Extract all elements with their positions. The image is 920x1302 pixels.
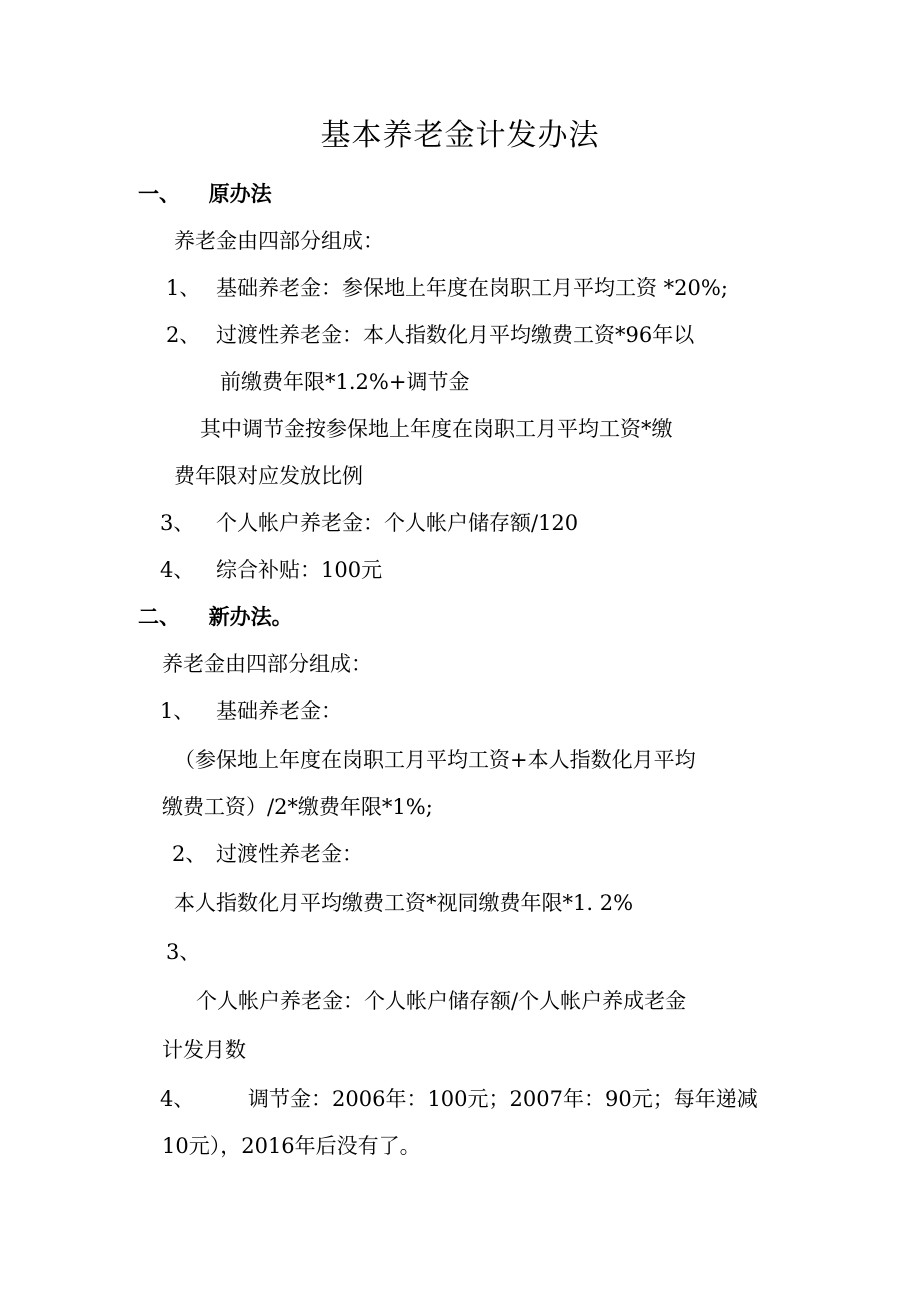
item-number: 2、	[166, 323, 201, 347]
item-number: 4、	[160, 1087, 195, 1111]
section2-item2-line1: 本人指数化月平均缴费工资*视同缴费年限*1. 2%	[174, 891, 634, 915]
section1-heading	[138, 180, 272, 208]
item-number: 3、	[160, 511, 195, 535]
section1-item1	[166, 274, 728, 302]
item-number: 2、	[172, 842, 207, 866]
section2-item1	[160, 697, 342, 725]
section2-item3	[166, 938, 200, 966]
item-text: 基础养老金：参保地上年度在岗职工月平均工资 *20%;	[216, 276, 728, 300]
section2-item4-line2: 10元），2016年后没有了。	[162, 1134, 421, 1158]
item-text: 过渡性养老金：	[216, 842, 363, 866]
section2-intro: 养老金由四部分组成：	[162, 652, 372, 676]
section1-item4	[160, 556, 382, 584]
section1-note-line2: 费年限对应发放比例	[174, 464, 363, 488]
section2-item3-line1: 个人帐户养老金：个人帐户储存额/个人帐户养成老金	[196, 989, 687, 1013]
section2-item1-line1: （参保地上年度在岗职工月平均工资+本人指数化月平均	[174, 748, 696, 772]
section1-title: 原办法	[208, 181, 272, 206]
section2-title: 新办法。	[208, 604, 293, 629]
section2-item4	[160, 1085, 758, 1113]
item-number: 1、	[160, 699, 195, 723]
section2-heading	[138, 603, 293, 631]
section1-item2	[166, 321, 694, 349]
item-text: 调节金：2006年：100元；2007年：90元；每年递减	[248, 1087, 758, 1111]
section1-item3	[160, 509, 578, 537]
item-number: 4、	[160, 558, 195, 582]
document-title: 基本养老金计发办法	[320, 118, 600, 153]
item-text: 过渡性养老金：本人指数化月平均缴费工资*96年以	[216, 323, 695, 347]
section1-intro: 养老金由四部分组成：	[174, 229, 384, 253]
section2-item2	[172, 840, 363, 868]
section2-item3-line2: 计发月数	[162, 1038, 246, 1062]
item-number: 3、	[166, 940, 201, 964]
item-text: 基础养老金：	[216, 699, 342, 723]
section1-item2-continuation: 前缴费年限*1.2%+调节金	[220, 370, 470, 394]
item-text: 综合补贴：100元	[216, 558, 383, 582]
item-number: 1、	[166, 276, 201, 300]
item-text: 个人帐户养老金：个人帐户储存额/120	[216, 511, 579, 535]
section2-item1-line2: 缴费工资）/2*缴费年限*1%;	[162, 795, 433, 819]
section1-note-line1: 其中调节金按参保地上年度在岗职工月平均工资*缴	[200, 417, 673, 441]
section2-number: 二、	[138, 604, 180, 629]
section1-number: 一、	[138, 181, 180, 206]
